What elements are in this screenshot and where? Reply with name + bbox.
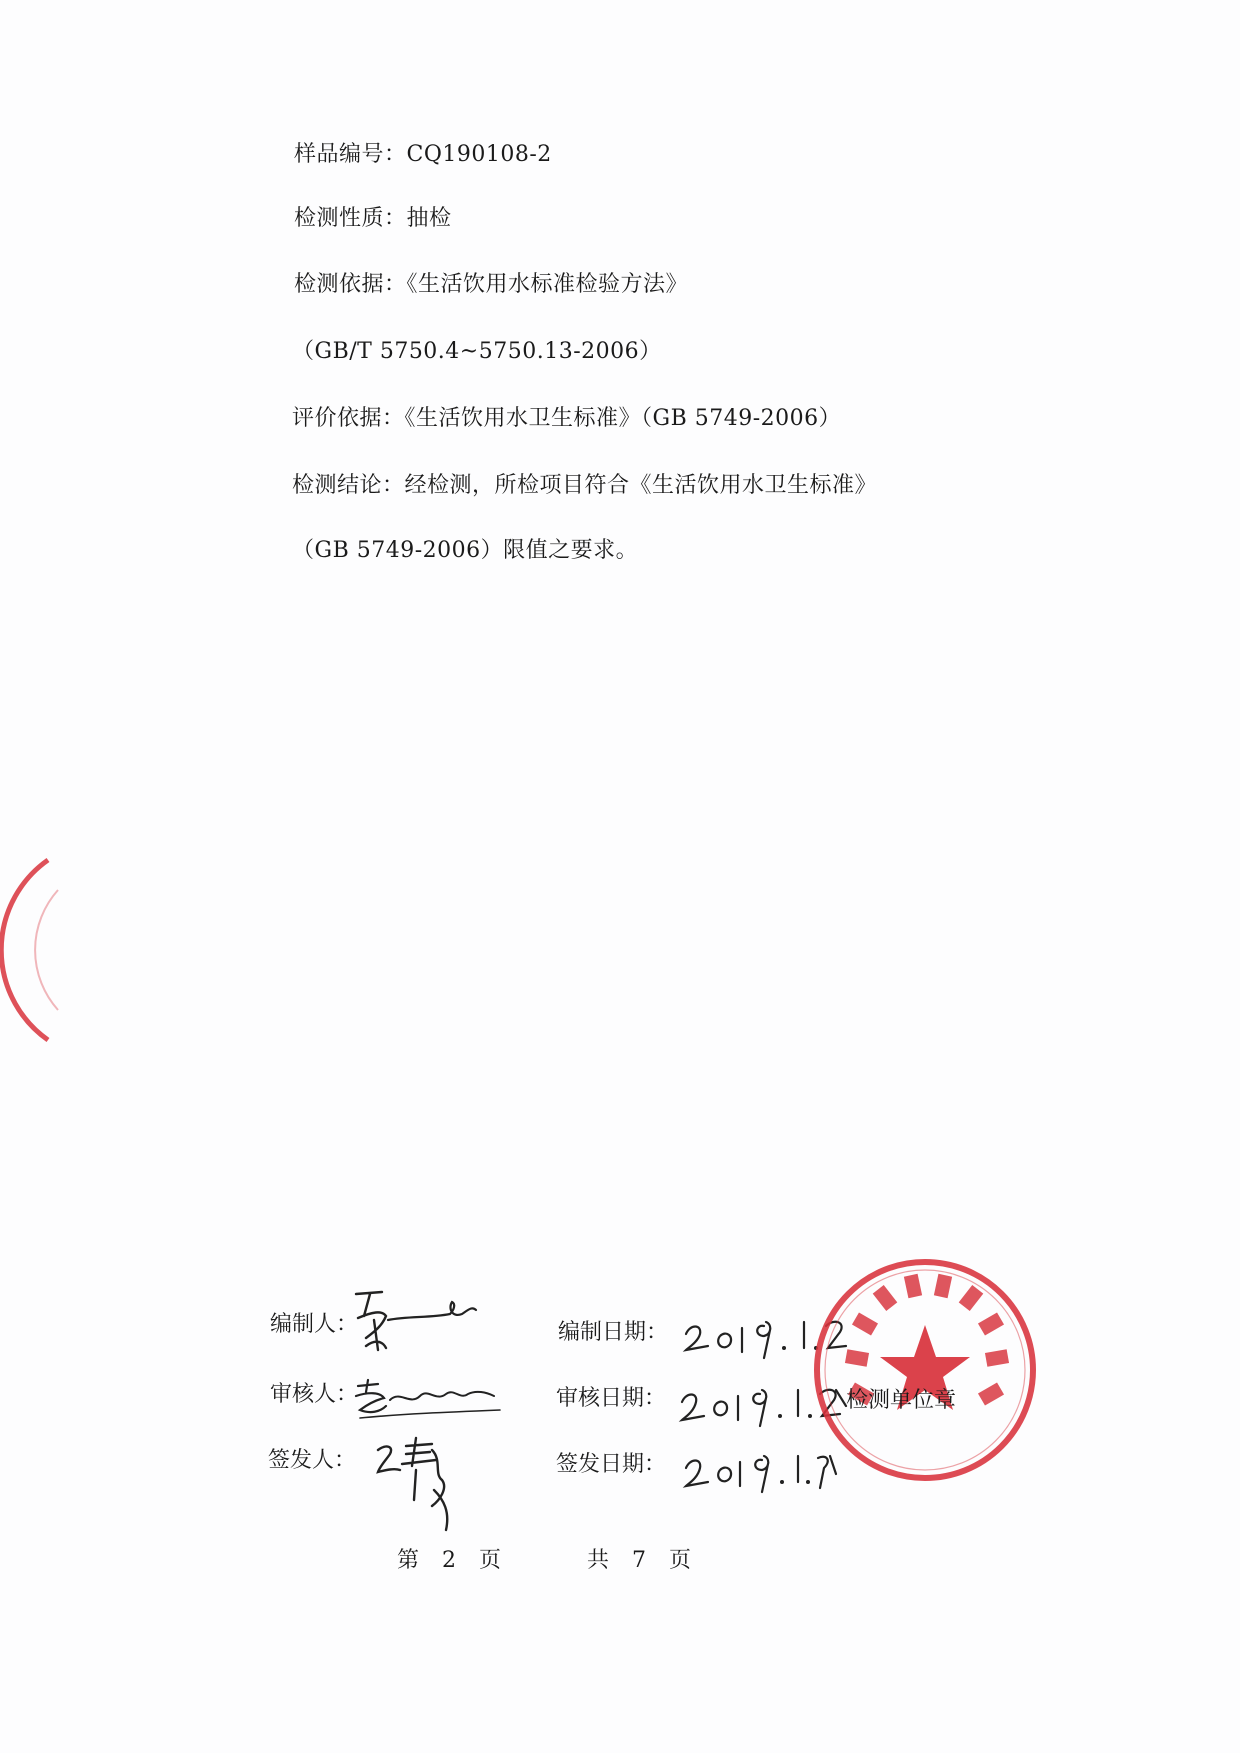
page-prefix: 第 [396, 1548, 419, 1573]
page-total: 7 [632, 1548, 647, 1573]
reviewed-by-signature [350, 1370, 510, 1430]
total-unit: 页 [669, 1548, 692, 1573]
partial-seal-left-edge [0, 850, 90, 1050]
sample-number-row [294, 140, 552, 170]
reviewed-date-label: 审核日期： [556, 1386, 667, 1411]
page-footer [0, 1546, 1164, 1576]
testing-unit-red-seal [810, 1255, 1040, 1485]
test-basis-row [294, 270, 688, 300]
evaluation-basis-row [292, 404, 841, 434]
conclusion-row [292, 471, 877, 501]
sample-number-value: CQ190108-2 [406, 142, 552, 167]
reviewed-by-label: 审核人： [270, 1382, 359, 1407]
prepared-by-signature [352, 1290, 492, 1370]
test-basis-code: （GB/T 5750.4~5750.13-2006） [292, 339, 662, 364]
test-nature-row [294, 204, 452, 234]
page-current: 2 [441, 1548, 456, 1573]
prepared-by-label: 编制人： [270, 1312, 359, 1337]
test-basis-value: 《生活饮用水标准检验方法》 [406, 272, 689, 297]
conclusion-label: 检测结论： [292, 473, 405, 498]
issued-date-label: 签发日期： [556, 1452, 667, 1477]
issued-by-signature [372, 1430, 482, 1540]
test-nature-value: 抽检 [406, 206, 452, 231]
prepared-date-label: 编制日期： [558, 1320, 669, 1345]
test-nature-label: 检测性质： [294, 206, 407, 231]
total-prefix: 共 [587, 1548, 610, 1573]
evaluation-basis-label: 评价依据： [292, 406, 405, 431]
conclusion-tail: （GB 5749-2006）限值之要求。 [292, 538, 639, 563]
testing-unit-seal-label: 检测单位章 [846, 1388, 957, 1413]
page-unit: 页 [478, 1548, 501, 1573]
test-basis-label: 检测依据： [294, 272, 407, 297]
evaluation-basis-value: 《生活饮用水卫生标准》（GB 5749-2006） [404, 406, 842, 431]
issued-by-label: 签发人： [268, 1448, 357, 1473]
sample-number-label: 样品编号： [294, 142, 407, 167]
reverse-bleed-title [420, 740, 465, 830]
conclusion-value: 经检测，所检项目符合《生活饮用水卫生标准》 [404, 473, 878, 498]
